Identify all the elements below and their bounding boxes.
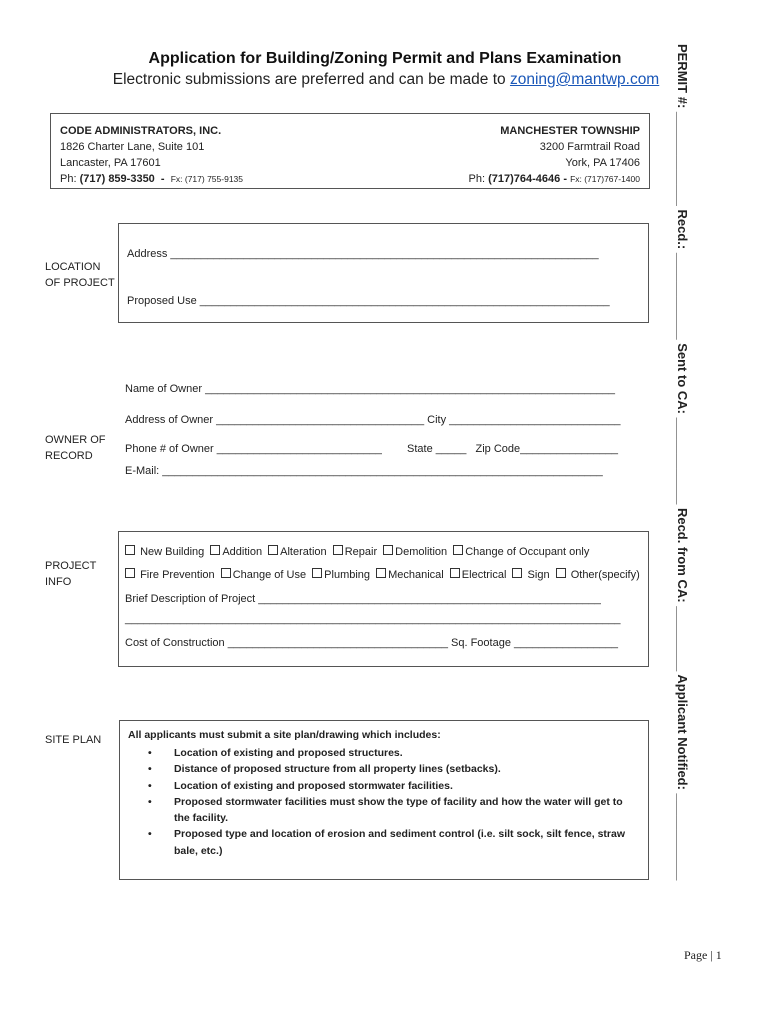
checkbox-icon[interactable] [210,545,220,555]
list-item: • Location of existing and proposed stormwater facilities. [148,778,640,794]
checkbox-icon[interactable] [556,568,566,578]
township-address1: 3200 Farmtrail Road [539,141,640,153]
checkbox-addition[interactable] [210,545,262,558]
checkbox-change-of-use[interactable] [221,568,306,581]
checkbox-label: Other(specify) [570,569,640,581]
checkbox-icon[interactable] [333,545,343,555]
owner-name-field[interactable]: Name of Owner ___________________________________________________________________ [125,383,615,395]
project-label-line2: INFO [45,576,72,588]
checkbox-icon[interactable] [376,568,386,578]
location-label-line2: OF PROJECT [45,277,115,289]
checkbox-icon[interactable] [268,545,278,555]
separator: - [560,173,571,185]
project-type-row-2 [125,568,643,581]
checkbox-electrical[interactable] [450,568,507,581]
checkbox-alteration[interactable] [268,545,326,558]
code-admin-address2: Lancaster, PA 17601 [60,157,161,169]
phone-label: Ph: [60,173,80,185]
project-description-field[interactable]: Brief Description of Project ________________________________________________________ [125,593,601,605]
owner-label-line1: OWNER OF [45,434,106,446]
checkbox-icon[interactable] [512,568,522,578]
township-address2: York, PA 17406 [565,157,640,169]
checkbox-icon[interactable] [125,545,135,555]
form-title: Application for Building/Zoning Permit and Plans Examination [148,50,622,67]
address-field[interactable]: Address ______________________________________________________________________ [127,248,599,260]
checkbox-label: Demolition [395,546,448,558]
page-number: Page | 1 [684,948,722,962]
township-phone: (717)764-4646 [488,173,561,185]
checkbox-label: Plumbing [324,569,371,581]
township-name: MANCHESTER TOWNSHIP [500,125,640,137]
checkbox-label: Addition [222,546,263,558]
checkbox-label: Electrical [461,569,507,581]
township-contact [469,123,640,187]
checkbox-icon[interactable] [221,568,231,578]
checkbox-label: Change of Occupant only [465,546,590,558]
code-admin-fax: Fx: (717) 755-9135 [170,174,243,184]
project-label-line1: PROJECT [45,560,97,572]
email-link[interactable]: zoning@mantwp.com [509,71,660,88]
site-plan-requirements [148,745,640,859]
location-label-line1: LOCATION [45,261,101,273]
form-subtitle [96,71,676,89]
site-plan-heading: All applicants must submit a site plan/drawing which includes: [128,729,441,741]
code-admin-phone: (717) 859-3350 [79,173,155,185]
checkbox-label: Fire Prevention [140,569,215,581]
checkbox-new-building[interactable] [125,545,204,558]
list-item: • Proposed type and location of erosion and sediment control (i.e. silt sock, silt fence, straw bale, etc.) [148,826,640,859]
checkbox-label: Repair [344,546,378,558]
checkbox-icon[interactable] [312,568,322,578]
owner-state-zip-field[interactable]: State _____ Zip Code________________ [407,443,619,455]
checkbox-icon[interactable] [383,545,393,555]
location-box [118,223,649,323]
code-admin-address1: 1826 Charter Lane, Suite 101 [60,141,205,153]
list-item: • Location of existing and proposed structures. [148,745,640,761]
project-info-box [118,531,649,667]
checkbox-demolition[interactable] [383,545,447,558]
list-item: • Distance of proposed structure from all property lines (setbacks). [148,761,640,777]
township-phone-line [469,171,640,187]
contact-box [50,113,650,189]
site-plan-box [119,720,649,880]
checkbox-icon[interactable] [125,568,135,578]
code-administrators-contact [60,123,243,187]
owner-email-field[interactable]: E-Mail: ________________________________________________________________________ [125,465,603,477]
checkbox-other[interactable] [556,568,640,581]
checkbox-mechanical[interactable] [376,568,444,581]
project-type-row-1 [125,545,592,558]
code-admin-phone-line [60,171,243,187]
location-label [45,259,115,291]
separator: - [154,173,171,185]
checkbox-label: Sign [527,569,550,581]
site-plan-label: SITE PLAN [45,734,102,746]
checkbox-label: Change of Use [232,569,307,581]
project-description-line2[interactable]: _________________________________________________________________________________ [125,613,621,625]
phone-label: Ph: [468,173,489,185]
checkbox-plumbing[interactable] [312,568,370,581]
checkbox-label: Mechanical [388,569,444,581]
office-use-sidebar: PERMIT #: _____________ Recd.: ____________ Sent to CA: ____________ Recd. from CA: _________ Applicant Notified: ____________ [675,44,690,881]
code-admin-name: CODE ADMINISTRATORS, INC. [60,125,222,137]
checkbox-change-of-occupant[interactable] [453,545,589,558]
proposed-use-field[interactable]: Proposed Use ___________________________________________________________________ [127,295,610,307]
list-item: • Proposed stormwater facilities must show the type of facility and how the water will get to the facility. [148,794,640,827]
checkbox-icon[interactable] [450,568,460,578]
checkbox-icon[interactable] [453,545,463,555]
owner-phone-field[interactable]: Phone # of Owner ___________________________ [125,443,382,455]
checkbox-label: New Building [140,546,205,558]
checkbox-sign[interactable] [512,568,549,581]
checkbox-label: Alteration [280,546,327,558]
subtitle-text: Electronic submissions are preferred and can be made to [112,71,510,88]
owner-label-line2: RECORD [45,450,93,462]
township-fax: Fx: (717)767-1400 [570,174,640,184]
checkbox-repair[interactable] [333,545,377,558]
owner-label [45,432,106,464]
cost-sqft-field[interactable]: Cost of Construction ____________________________________ Sq. Footage _________________ [125,637,618,649]
project-label [45,558,96,590]
checkbox-fire-prevention[interactable] [125,568,215,581]
owner-address-field[interactable]: Address of Owner __________________________________ City ____________________________ [125,414,621,426]
